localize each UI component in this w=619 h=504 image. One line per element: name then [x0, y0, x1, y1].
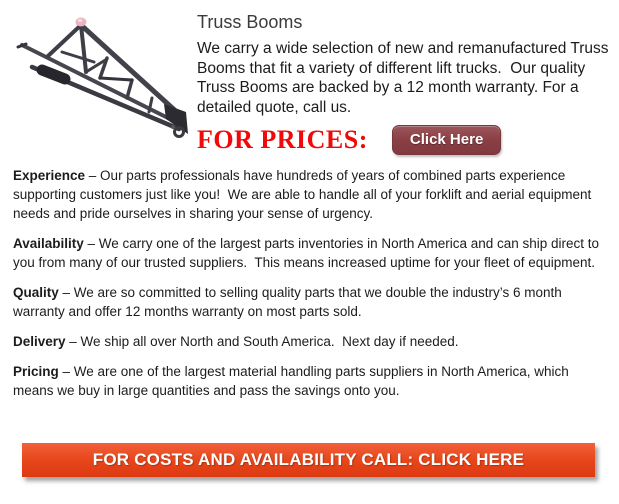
availability-label: Availability	[13, 236, 84, 251]
quality-paragraph	[13, 283, 607, 321]
delivery-text: – We ship all over North and South America. Next day if needed.	[65, 334, 459, 349]
quality-label: Quality	[13, 285, 59, 300]
click-here-button[interactable]: Click Here	[392, 125, 501, 155]
pricing-text: – We are one of the largest material handling parts suppliers in North America, which means we buy in large quantities and pass the savings onto you.	[13, 364, 573, 398]
delivery-paragraph	[13, 332, 607, 351]
for-prices-label: FOR PRICES:	[197, 125, 368, 154]
hero-section	[0, 0, 619, 160]
costs-availability-banner-text: FOR COSTS AND AVAILABILITY CALL: CLICK HERE	[92, 450, 525, 469]
experience-text: – Our parts professionals have hundreds of years of combined parts experience supporting customers just like you! We are able to handle all of your forklift and aerial equipment needs and pride ourselves in sharing your sense of urgency.	[13, 168, 596, 221]
boom-hook	[175, 128, 184, 137]
availability-text: – We carry one of the largest parts inventories in North America and can ship direct to you from many of our trusted suppliers. This means increased uptime for your fleet of equipment.	[13, 236, 603, 270]
page-title: Truss Booms	[197, 12, 303, 32]
intro-paragraph: We carry a wide selection of new and remanufactured Truss Booms that fit a variety of different lift trucks. Our quality Truss Booms are backed by a 12 month warranty. For a detailed quote, call us.	[197, 40, 613, 116]
hero-content	[197, 8, 611, 155]
delivery-label: Delivery	[13, 334, 66, 349]
costs-availability-banner[interactable]	[22, 443, 595, 477]
experience-label: Experience	[13, 168, 86, 183]
truss-boom-image	[8, 8, 193, 148]
availability-paragraph	[13, 234, 607, 272]
pricing-label: Pricing	[13, 364, 59, 379]
experience-paragraph	[13, 166, 607, 223]
info-paragraphs	[0, 160, 619, 400]
price-row	[197, 125, 611, 155]
apex-pink-cap	[76, 18, 87, 27]
pricing-paragraph	[13, 362, 607, 400]
truss-boom-illustration	[8, 8, 193, 148]
quality-text: – We are so committed to selling quality parts that we double the industry’s 6 month warranty and offer 12 months warranty on most parts sold.	[13, 285, 566, 319]
